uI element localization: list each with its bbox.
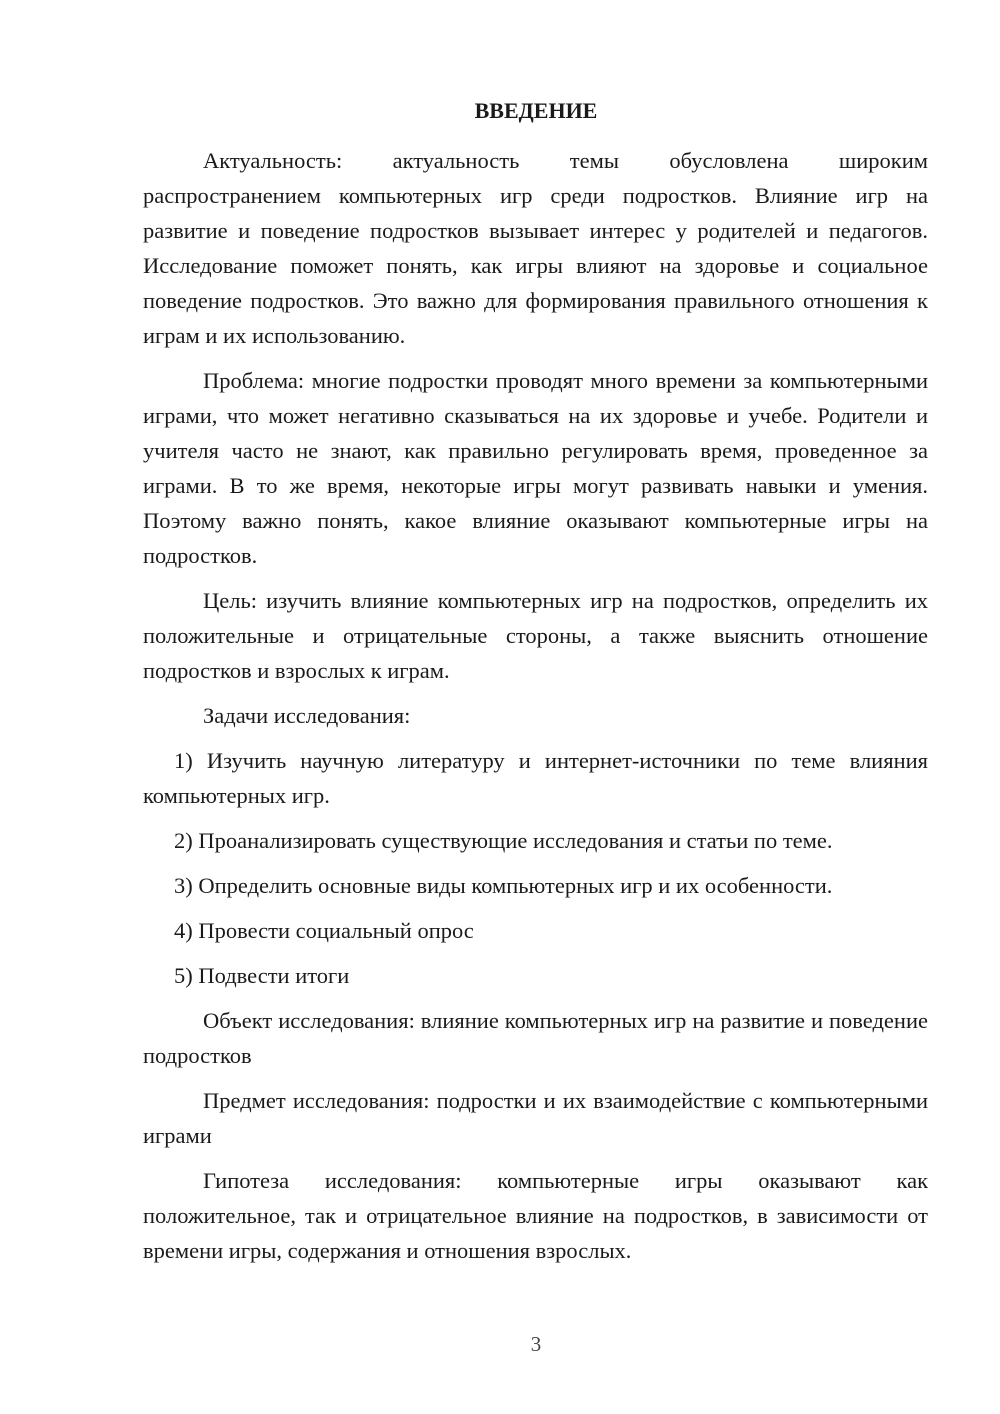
- page-number: 3: [530, 1332, 542, 1356]
- section-title: ВВЕДЕНИЕ: [474, 98, 598, 123]
- page-content: [143, 96, 928, 1268]
- tasks-list: [143, 743, 928, 993]
- problem-paragraph: Проблема: многие подростки проводят много времени за компьютерными играми, что может негативно сказываться на их здоровье и учебе. Родители и учителя часто не знают, как правильно регулировать время, проведенное за играми. В то же время, некоторые игры могут развивать навыки и умения. Поэтому важно понять, какое влияние оказывают компьютерные игры на подростков.: [143, 368, 928, 568]
- task-item-5: 5) Подвести итоги: [174, 963, 350, 988]
- task-item-4: 4) Провести социальный опрос: [174, 918, 474, 943]
- goal-paragraph: Цель: изучить влияние компьютерных игр на подростков, определить их положительные и отрицательные стороны, а также выяснить отношение подростков и взрослых к играм.: [143, 588, 928, 683]
- relevance-paragraph: Актуальность: актуальность темы обусловлена широким распространением компьютерных игр среди подростков. Влияние игр на развитие и поведение подростков вызывает интерес у родителей и педагогов. Исследование поможет понять, как игры влияют на здоровье и социальное поведение подростков. Это важно для формирования правильного отношения к играм и их использованию.: [143, 148, 928, 348]
- object-paragraph: Объект исследования: влияние компьютерных игр на развитие и поведение подростков: [143, 1008, 928, 1068]
- tasks-heading: Задачи исследования:: [203, 703, 411, 728]
- hypothesis-paragraph: Гипотеза исследования: компьютерные игры оказывают как положительное, так и отрицательное влияние на подростков, в зависимости от времени игры, содержания и отношения взрослых.: [143, 1168, 928, 1263]
- task-item-1: 1) Изучить научную литературу и интернет-источники по теме влияния компьютерных игр.: [143, 748, 928, 808]
- task-item-3: 3) Определить основные виды компьютерных игр и их особенности.: [174, 873, 833, 898]
- subject-paragraph: Предмет исследования: подростки и их взаимодействие с компьютерными играми: [143, 1088, 928, 1148]
- task-item-2: 2) Проанализировать существующие исследования и статьи по теме.: [174, 828, 833, 853]
